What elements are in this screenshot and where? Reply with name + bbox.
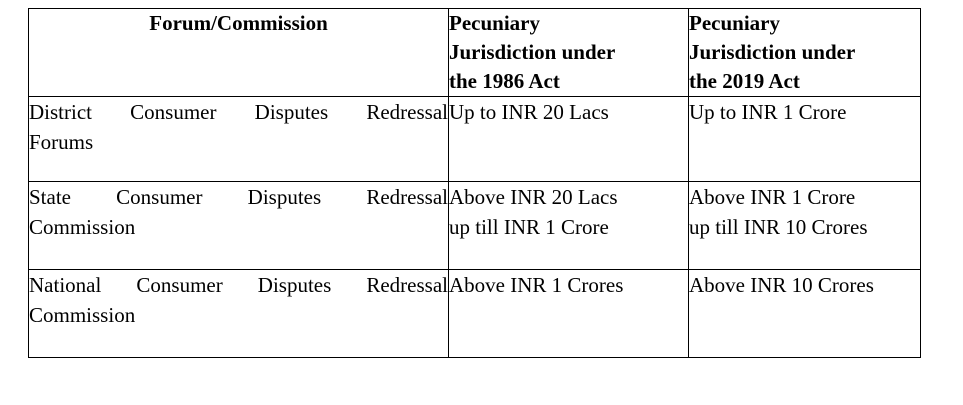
table-header-row [29, 9, 921, 97]
cell-1986-district [449, 97, 689, 182]
cell-forum-national-line2: Commission [29, 303, 136, 327]
column-header-forum-text: Forum/Commission [149, 11, 328, 35]
cell-forum-national [29, 270, 449, 358]
cell-1986-national [449, 270, 689, 358]
column-header-1986-line3: the 1986 Act [449, 69, 560, 93]
column-header-1986-line1: Pecuniary [449, 11, 540, 35]
cell-2019-state-line2: up till INR 10 Crores [689, 215, 868, 239]
pecuniary-jurisdiction-table [28, 8, 921, 358]
cell-1986-national-line1: Above INR 1 Crores [449, 273, 624, 297]
column-header-2019-act [689, 9, 921, 97]
cell-1986-state-line2: up till INR 1 Crore [449, 215, 609, 239]
table-row [29, 270, 921, 358]
table-container [28, 8, 920, 358]
cell-2019-national [689, 270, 921, 358]
table-row [29, 97, 921, 182]
cell-forum-district [29, 97, 449, 182]
cell-2019-district [689, 97, 921, 182]
cell-forum-national-line1: National Consumer Disputes Redressal [29, 273, 448, 297]
cell-forum-district-line2: Forums [29, 130, 94, 154]
column-header-2019-line1: Pecuniary [689, 11, 780, 35]
table-row [29, 182, 921, 270]
cell-2019-state [689, 182, 921, 270]
cell-2019-district-line1: Up to INR 1 Crore [689, 100, 847, 124]
cell-forum-state-line2: Commission [29, 215, 136, 239]
column-header-1986-act [449, 9, 689, 97]
cell-2019-national-line1: Above INR 10 Crores [689, 273, 874, 297]
cell-1986-state [449, 182, 689, 270]
column-header-2019-line3: the 2019 Act [689, 69, 800, 93]
column-header-1986-line2: Jurisdiction under [449, 40, 616, 64]
cell-1986-district-line1: Up to INR 20 Lacs [449, 100, 609, 124]
cell-1986-state-line1: Above INR 20 Lacs [449, 185, 618, 209]
column-header-2019-line2: Jurisdiction under [689, 40, 856, 64]
cell-2019-state-line1: Above INR 1 Crore [689, 185, 856, 209]
cell-forum-district-line1: District Consumer Disputes Redressal [29, 100, 448, 124]
column-header-forum [29, 9, 449, 97]
cell-forum-state [29, 182, 449, 270]
cell-forum-state-line1: State Consumer Disputes Redressal [29, 185, 448, 209]
